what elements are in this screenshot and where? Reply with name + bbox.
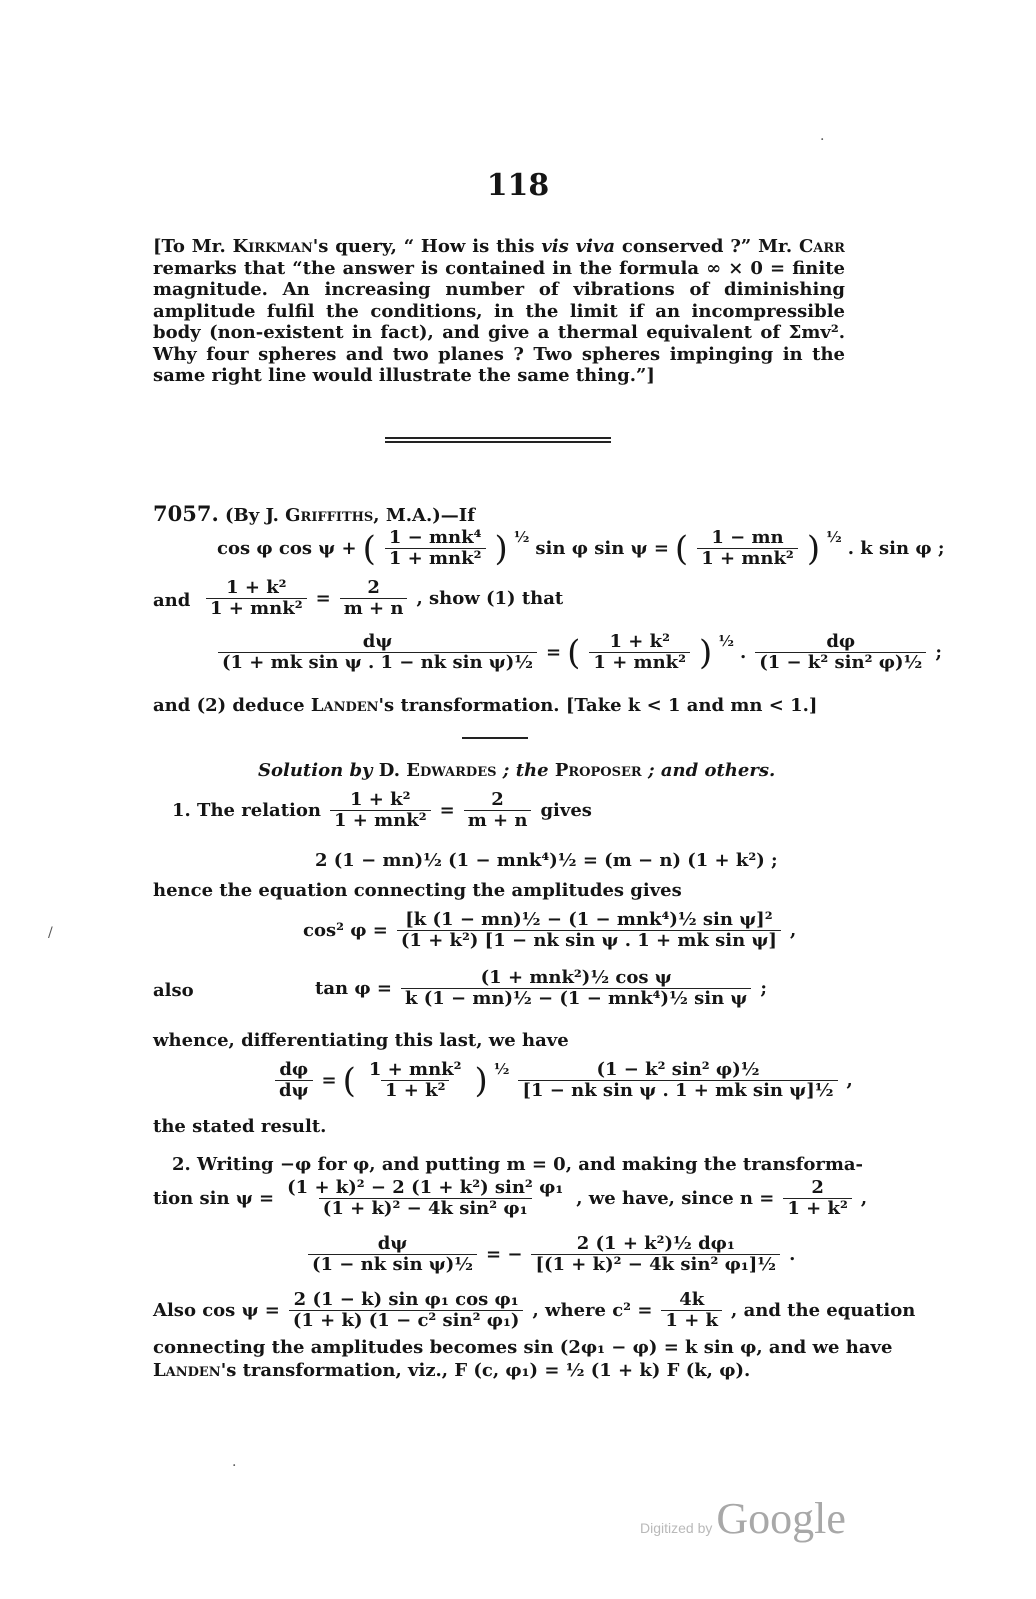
google-watermark — [640, 1493, 846, 1544]
whence-line: whence, differentiating this last, we have — [153, 1030, 569, 1051]
cos-squared-equation: cos² φ = $\frac{\text{[k (1 − mn)½ − (1 − mnk⁴)½ sin ψ]²}}{\text{(1 + k²) [1 − nk sin ψ . 1 + mk sin ψ]}}$ , — [303, 909, 797, 951]
speck-mark: / — [48, 925, 53, 941]
solution-heading: Solution by D. Edwardes ; the Proposer ; and others. — [258, 760, 776, 781]
page-number: 118 — [486, 168, 550, 203]
landen-result-line: Landen's transformation, viz., F (c, φ₁) = ½ (1 + k) F (k, φ). — [153, 1360, 751, 1381]
watermark-google-logo: Google — [716, 1494, 846, 1543]
stated-result-line: the stated result. — [153, 1116, 327, 1137]
speck-mark: · — [232, 1458, 237, 1474]
tan-equation: tan φ = $\frac{\text{(1 + mnk²)½ cos ψ}}{\text{k (1 − mn)½ − (1 − mnk⁴)½ sin ψ}}$ ; — [315, 967, 768, 1009]
transformation-equation: tion sin ψ = $\frac{\text{(1 + k)² − 2 (1 + k²) sin² φ₁}}{\text{(1 + k)² − 4k sin² φ₁}}$ , we have, since n = $\frac{2}{\text{1 + k²}}$ , — [153, 1177, 868, 1219]
speck-mark: · — [820, 132, 825, 148]
also-cos-equation: Also cos ψ = $\frac{\text{2 (1 − k) sin φ₁ cos φ₁}}{\text{(1 + k) (1 − c² sin² φ₁)}}$ , where c² = $\frac{4k}{1 + k}$ , and the equation — [153, 1289, 916, 1331]
question-heading: 7057. (By J. Griffiths, M.A.)—If — [153, 501, 475, 526]
double-rule-divider — [385, 437, 611, 443]
question-equation-2: $\frac{\text{1 + k²}}{\text{1 + mnk²}}$ = $\frac{2}{m + n}$ , show (1) that — [203, 578, 563, 619]
solution-relation-result: 2 (1 − mn)½ (1 − mnk⁴)½ = (m − n) (1 + k²) ; — [315, 850, 778, 871]
editor-note: [To Mr. Kirkman's query, “ How is this vis viva conserved ?” Mr. Carr remarks that “the answer is contained in the formula ∞ × 0 = finite magnitude. An increasing number of vibrations of diminishing amplitude fulfil the conditions, in the limit if an incompressible body (non-existent in fact), and give a thermal equivalent of Σmv². Why four spheres and two planes ? Two spheres impinging in the same right line would illustrate the same thing.”] — [153, 236, 845, 386]
question-deduce-line: and (2) deduce Landen's transformation. [Take k < 1 and mn < 1.] — [153, 695, 818, 716]
question-equation-3: $\frac{d\psi}{\text{(1 + mk sin ψ . 1 − nk sin ψ)½}}$ = ( $\frac{\text{1 + k²}}{\text{1 + mnk²}}$ ) ½ . $\frac{d\varphi}{\text{(1 − k² sin² φ)½}}$ ; — [215, 632, 942, 673]
and-label: and — [153, 590, 191, 611]
question-equation-1: cos φ cos ψ + ( $\frac{\text{1 − mnk⁴}}{\text{1 + mnk²}}$ ) ½ sin φ sin ψ = ( $\frac{1 - mn}{\text{1 + mnk²}}$ ) ½ . k sin φ ; — [217, 527, 945, 569]
hence-line: hence the equation connecting the amplitudes gives — [153, 880, 682, 901]
connecting-line: connecting the amplitudes becomes sin (2φ₁ − φ) = k sin φ, and we have — [153, 1337, 893, 1358]
also-label: also — [153, 980, 194, 1001]
derivative-equation: $\frac{d\varphi}{d\psi}$ = ( $\frac{\text{1 + mnk²}}{\text{1 + k²}}$ ) ½ $\frac{\text{(1 − k² sin² φ)½}}{\text{[1 − nk sin ψ . 1 + mk sin ψ]½}}$ , — [272, 1060, 853, 1101]
differential-equation: $\frac{d\psi}{\text{(1 − nk sin ψ)½}}$ = − $\frac{\text{2 (1 + k²)½ dφ₁}}{\text{[(1 + k)² − 4k sin² φ₁]½}}$ . — [305, 1234, 795, 1275]
watermark-digitized-by: Digitized by — [640, 1520, 713, 1536]
part-two-line: 2. Writing −φ for φ, and putting m = 0, and making the transforma- — [172, 1154, 864, 1175]
single-rule-divider — [462, 737, 528, 739]
solution-relation: 1. The relation $\frac{\text{1 + k²}}{\text{1 + mnk²}}$ = $\frac{2}{m + n}$ gives — [172, 789, 592, 831]
